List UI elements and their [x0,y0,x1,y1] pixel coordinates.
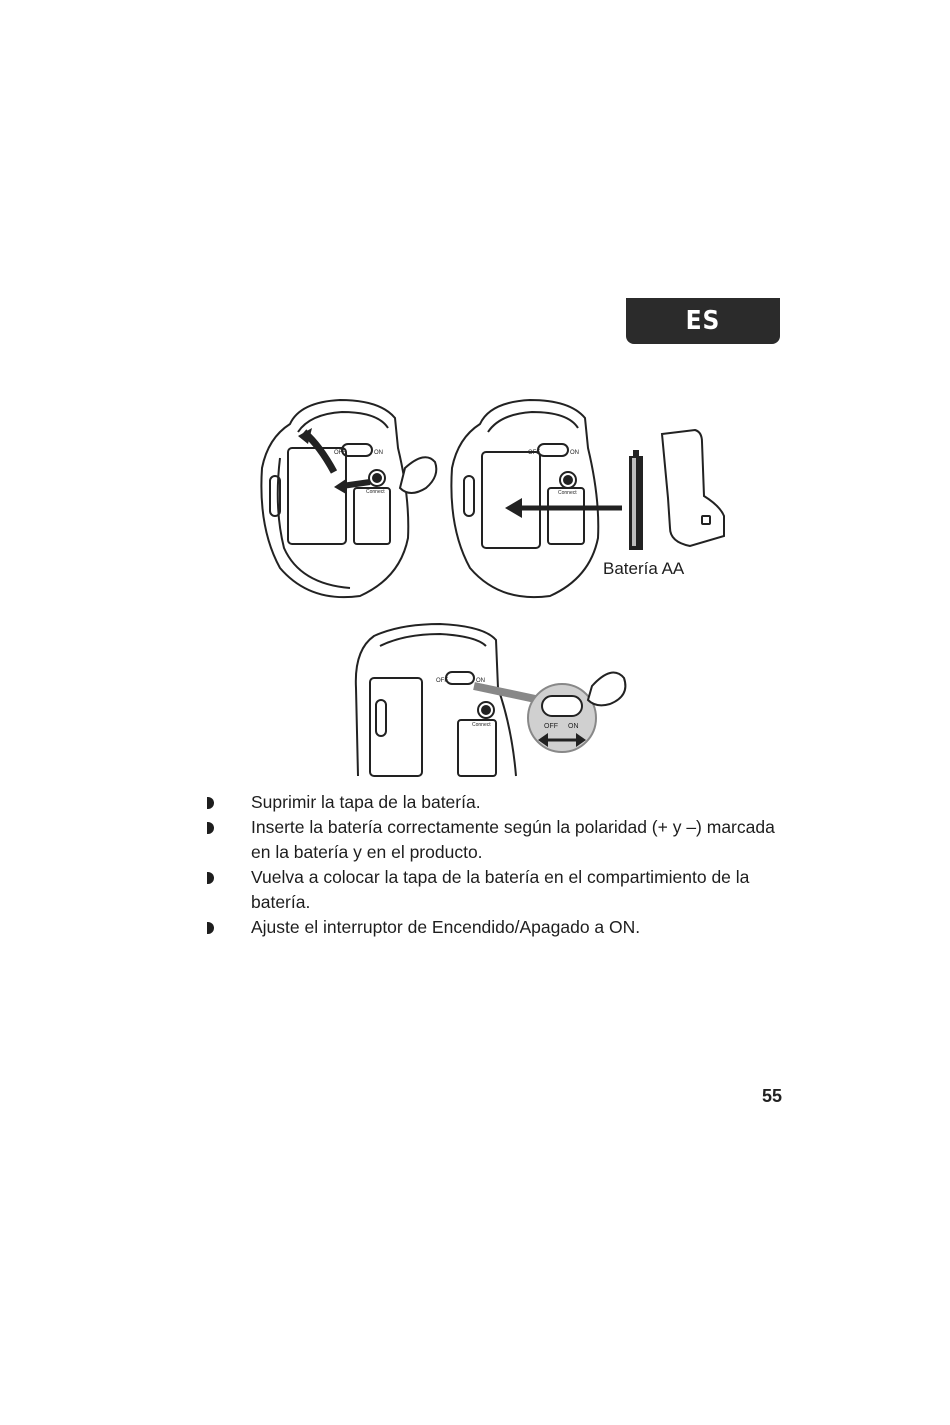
bullet-icon [207,872,214,884]
instruction-item [207,815,797,865]
connect-label-2: Connect [558,490,577,496]
instruction-list [207,790,797,940]
mouse-step-1-drawing [261,400,436,597]
instruction-item [207,790,797,815]
instruction-text: Ajuste el interruptor de Encendido/Apagado a ON. [251,917,641,937]
mouse-step-2-drawing [451,400,622,597]
instruction-text: Suprimir la tapa de la batería. [251,792,481,812]
instruction-item [207,915,797,940]
aa-battery-drawing [629,450,643,550]
switch-off-label-3: OFF [436,678,448,684]
instruction-item [207,865,797,915]
switch-off-label-2: OFF [528,450,540,456]
instruction-text: Inserte la batería correctamente según la polaridad (+ y –) marcada en la batería y en el producto. [251,817,775,862]
switch-on-label-2: ON [570,450,579,456]
language-tab [626,298,780,344]
bullet-icon [207,797,214,809]
page-number: 55 [761,1086,782,1106]
switch-on-label-1: ON [374,450,383,456]
battery-label: Batería AA [603,559,685,578]
bullet-icon [207,922,214,934]
language-tab-label: ES [685,306,721,336]
connect-label-3: Connect [472,722,491,728]
switch-off-label-1: OFF [334,450,346,456]
mouse-step-3-drawing [356,624,626,776]
zoom-on-label: ON [568,723,579,730]
instruction-text: Vuelva a colocar la tapa de la batería en el compartimiento de la batería. [251,867,750,912]
zoom-off-label: OFF [544,723,558,730]
bullet-icon [207,822,214,834]
switch-on-label-3: ON [476,678,485,684]
connect-label-1: Connect [366,489,385,495]
battery-cover-drawing [662,430,724,546]
battery-installation-illustration [250,388,770,780]
